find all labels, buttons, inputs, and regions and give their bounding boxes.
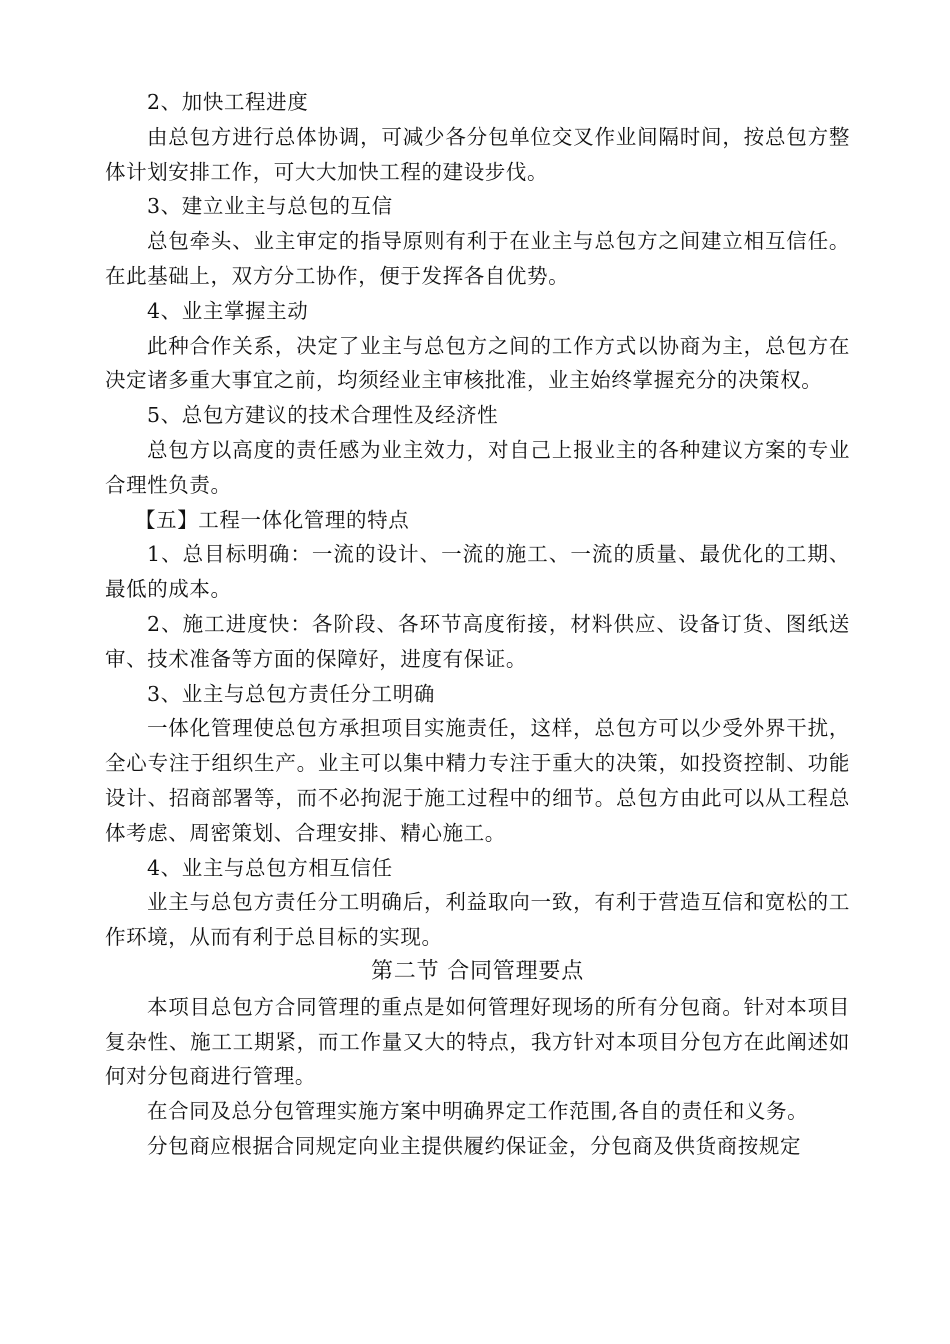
- section-title: 第二节 合同管理要点: [371, 958, 584, 984]
- paragraph-integrated-benefits: 一体化管理使总包方承担项目实施责任，这样，总包方可以少受外界干扰，全心专注于组织生产。业主可以集中精力专注于重大的决策，如投资控制、功能设计、招商部署等，而不必拘泥于施工过程中的细节。总包方由此可以从工程总体考虑、周密策划、合理安排、精心施工。: [105, 716, 850, 845]
- paragraph-responsibility: 总包方以高度的责任感为业主效力，对自己上报业主的各种建议方案的专业合理性负责。: [105, 437, 850, 497]
- paragraph-scope-definition: 在合同及总分包管理实施方案中明确界定工作范围,各自的责任和义务。: [147, 1099, 809, 1124]
- heading-technical-rationality: 5、总包方建议的技术合理性及经济性: [147, 403, 499, 428]
- heading-mutual-trust-2: 4、业主与总包方相互信任: [147, 855, 393, 880]
- heading-clear-division: 3、业主与总包方责任分工明确: [147, 681, 435, 706]
- heading-mutual-trust: 3、建立业主与总包的互信: [147, 194, 393, 219]
- heading-owner-initiative: 4、业主掌握主动: [147, 298, 309, 323]
- paragraph-performance-bond: 分包商应根据合同规定向业主提供履约保证金，分包商及供货商按规定: [147, 1133, 802, 1158]
- paragraph-contract-focus: 本项目总包方合同管理的重点是如何管理好现场的所有分包商。针对本项目复杂性、施工工期紧，而工作量又大的特点，我方针对本项目分包方在此阐述如何对分包商进行管理。: [105, 994, 850, 1089]
- heading-accelerate-progress: 2、加快工程进度: [147, 90, 309, 114]
- paragraph-guiding-principle: 总包牵头、业主审定的指导原则有利于在业主与总包方之间建立相互信任。在此基础上，双方分工协作，便于发挥各自优势。: [105, 229, 850, 288]
- paragraph-fast-progress: 2、施工进度快：各阶段、各环节高度衔接，材料供应、设备订货、图纸送审、技术准备等方面的保障好，进度有保证。: [105, 611, 850, 671]
- document-page: [105, 85, 850, 1164]
- paragraph-coordination: 由总包方进行总体协调，可减少各分包单位交叉作业间隔时间，按总包方整体计划安排工作，可大大加快工程的建设步伐。: [105, 124, 850, 184]
- paragraph-cooperation: 此种合作关系，决定了业主与总包方之间的工作方式以协商为主，总包方在决定诸多重大事宜之前，均须经业主审核批准，业主始终掌握充分的决策权。: [105, 333, 850, 393]
- paragraph-aligned-interests: 业主与总包方责任分工明确后，利益取向一致，有利于营造互信和宽松的工作环境，从而有利于总目标的实现。: [105, 890, 850, 950]
- heading-integrated-management: 【五】工程一体化管理的特点: [135, 507, 410, 532]
- paragraph-clear-goals: 1、总目标明确：一流的设计、一流的施工、一流的质量、最优化的工期、最低的成本。: [105, 542, 850, 602]
